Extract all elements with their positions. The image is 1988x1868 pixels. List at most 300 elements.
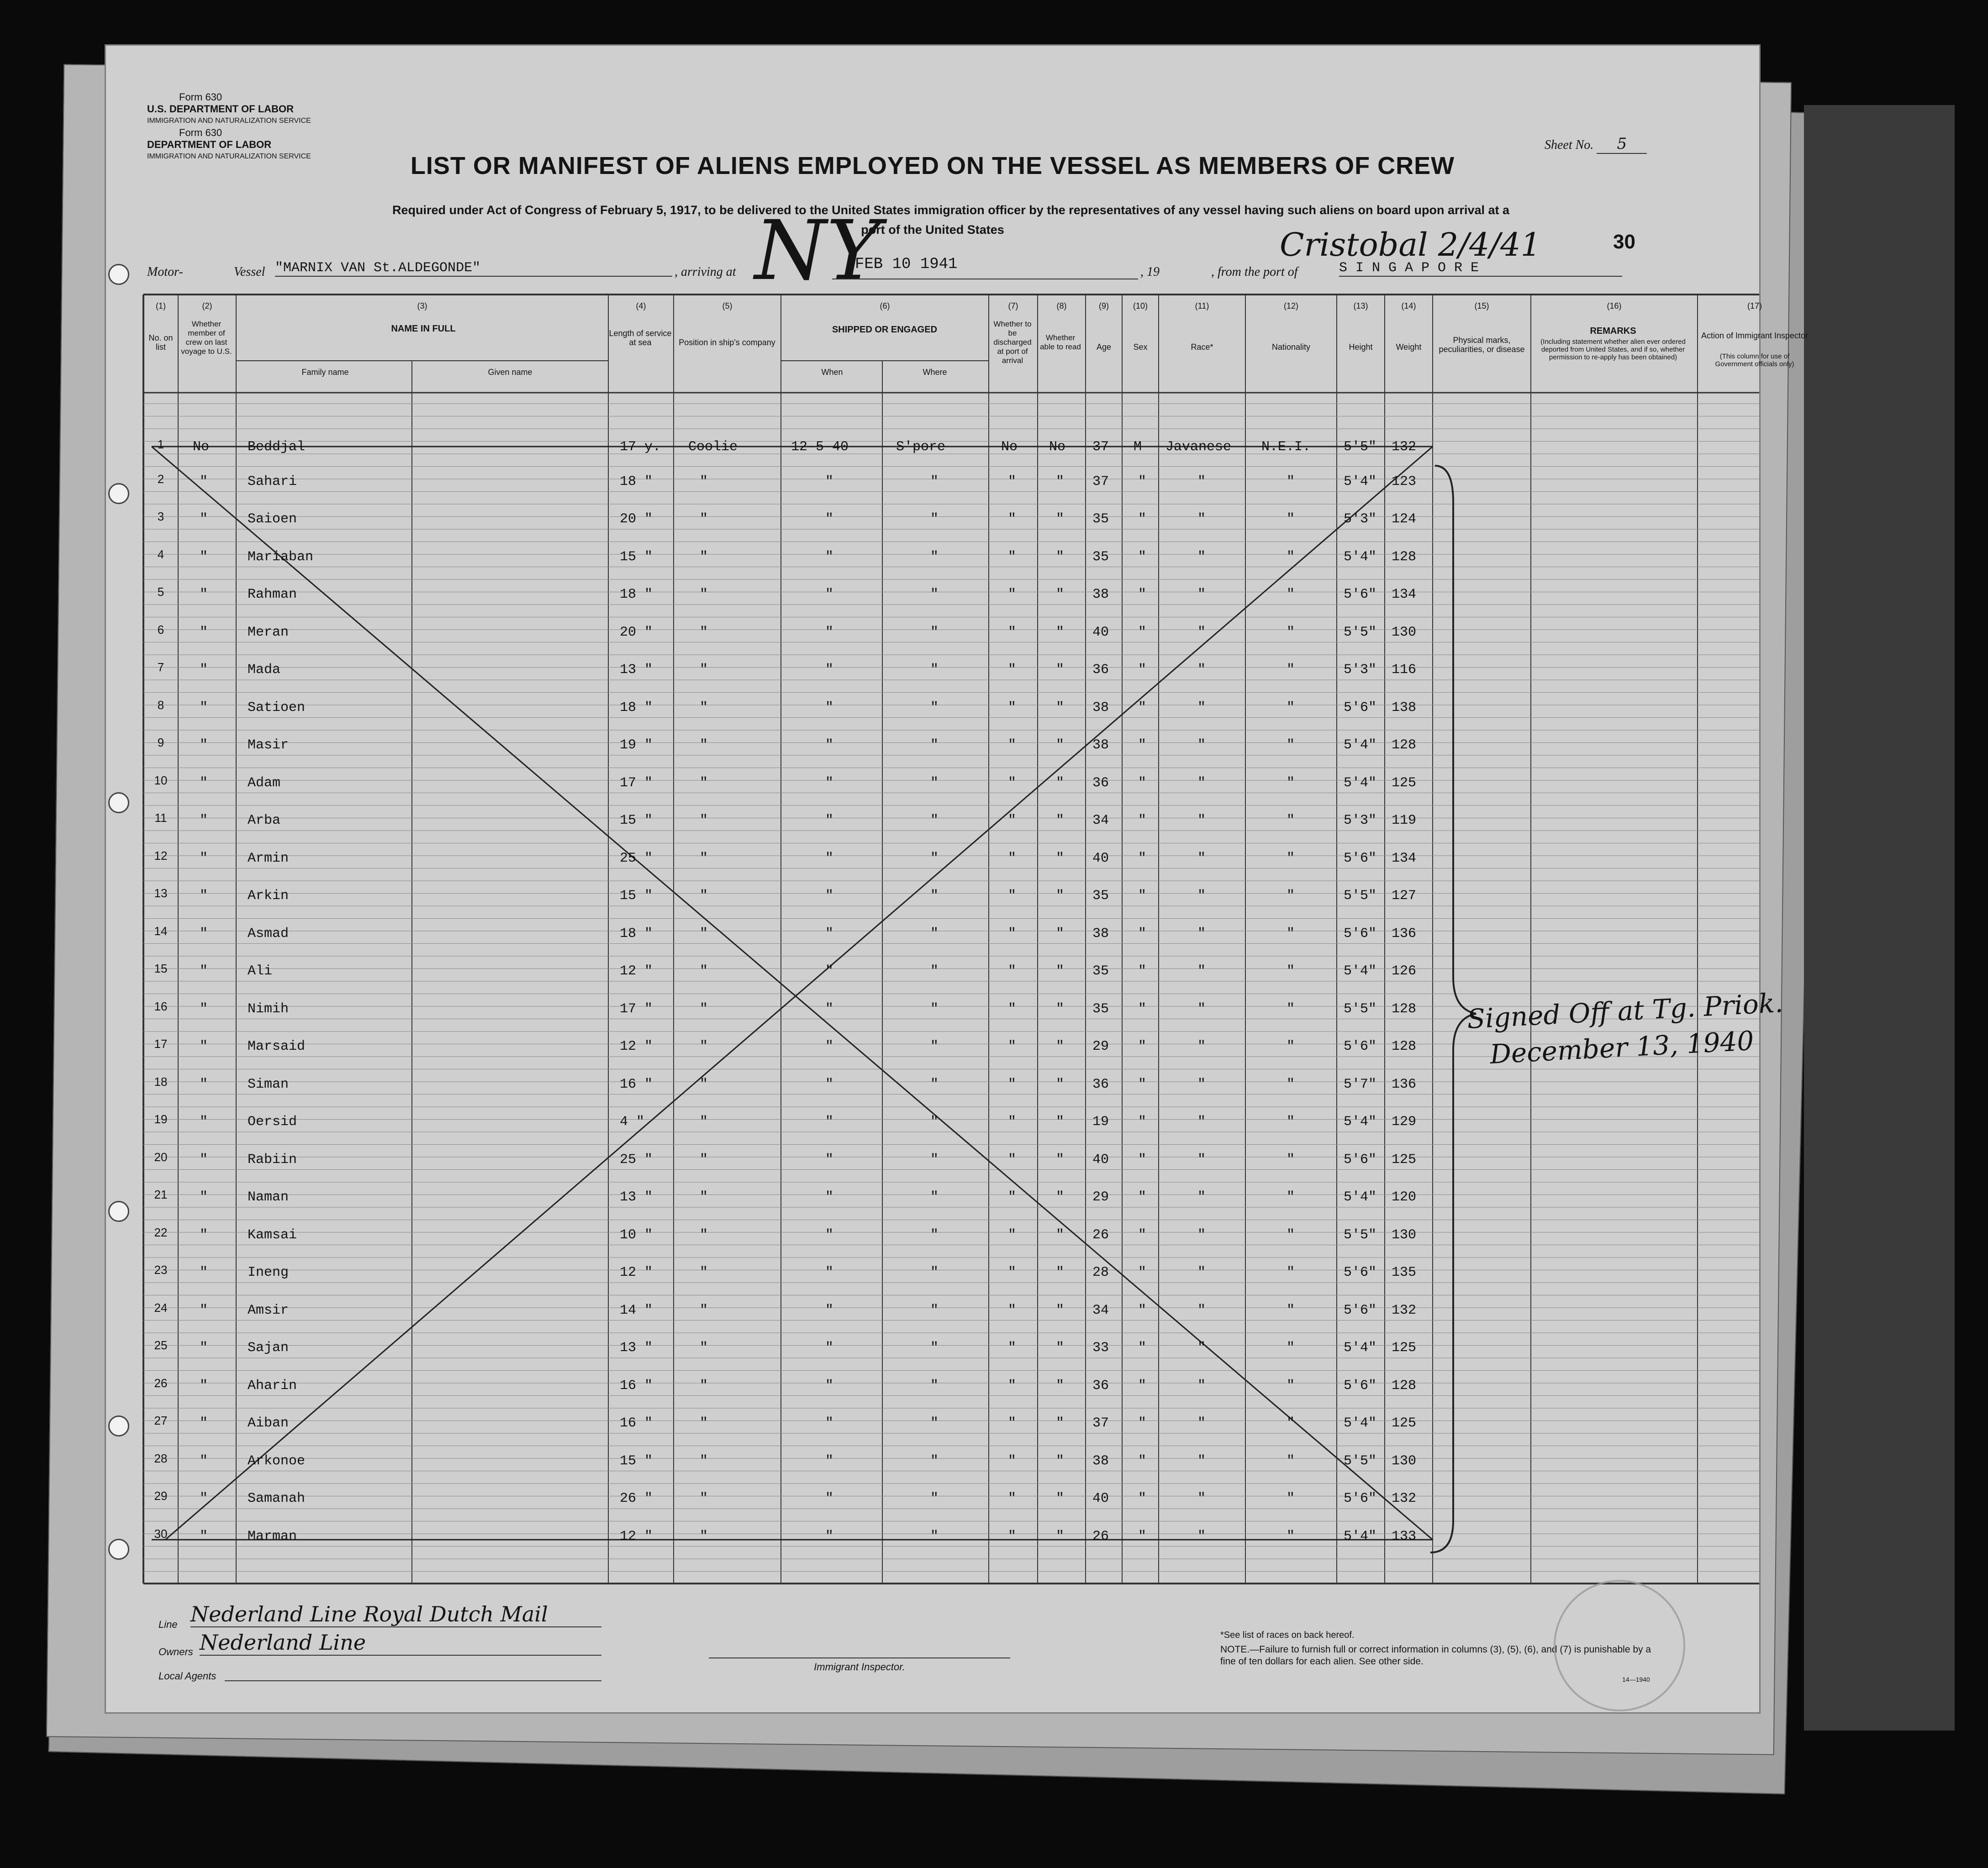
age: 36 — [1092, 662, 1109, 678]
family-name: Ali — [248, 963, 273, 979]
discharged-ditto: " — [1008, 1415, 1017, 1431]
sheet-value: 5 — [1597, 135, 1647, 154]
row-number: 16 — [154, 999, 168, 1013]
nationality-ditto: " — [1287, 1302, 1295, 1318]
column-number: (11) — [1195, 301, 1209, 310]
vessel-name: "MARNIX VAN St.ALDEGONDE" — [275, 260, 672, 277]
row-number: 30 — [154, 1526, 168, 1541]
length-of-service: 13 " — [620, 1340, 653, 1356]
race-ditto: " — [1197, 1076, 1206, 1092]
age: 33 — [1092, 1340, 1109, 1356]
family-name: Marman — [248, 1528, 297, 1544]
weight: 125 — [1392, 775, 1417, 791]
column-number: (17) — [1747, 301, 1762, 310]
age: 37 — [1092, 1415, 1109, 1431]
discharged-ditto: " — [1008, 737, 1017, 753]
able-to-read-ditto: " — [1056, 1001, 1065, 1017]
length-of-service: 25 " — [620, 850, 653, 866]
handwritten-arrival-port: NY — [754, 203, 881, 299]
able-to-read-ditto: " — [1056, 700, 1065, 716]
shipped-when-ditto: " — [825, 587, 834, 602]
column-number: (4) — [636, 301, 646, 310]
age: 38 — [1092, 737, 1109, 753]
row-number: 3 — [157, 510, 164, 523]
height: 5'6" — [1344, 1152, 1377, 1168]
age: 38 — [1092, 587, 1109, 602]
height: 5'6" — [1344, 926, 1377, 942]
length-of-service: 15 " — [620, 813, 653, 828]
official-seal-stamp — [1554, 1580, 1685, 1711]
shipped-when-ditto: " — [825, 1491, 834, 1506]
height: 5'4" — [1344, 474, 1377, 489]
able-to-read-ditto: " — [1056, 1152, 1065, 1168]
age: 40 — [1092, 1152, 1109, 1168]
row-number: 24 — [154, 1300, 168, 1315]
weight: 134 — [1392, 587, 1417, 602]
row-number: 18 — [154, 1074, 168, 1089]
family-name: Mariaban — [248, 549, 314, 565]
age: 38 — [1092, 700, 1109, 716]
sex-ditto: " — [1138, 926, 1147, 942]
previous-voyage-ditto: " — [200, 1453, 208, 1469]
position-ditto: " — [700, 1415, 708, 1431]
position-ditto: " — [700, 587, 708, 602]
col-header-family-name: Family name — [301, 368, 349, 377]
race-ditto: " — [1197, 1415, 1206, 1431]
row-number: 7 — [157, 660, 164, 674]
nationality-ditto: " — [1287, 775, 1295, 791]
race-ditto: " — [1197, 511, 1206, 527]
sex-ditto: " — [1138, 850, 1147, 866]
family-name: Kamsai — [248, 1227, 297, 1243]
previous-voyage-ditto: " — [200, 888, 208, 904]
able-to-read-ditto: " — [1056, 1415, 1065, 1431]
family-name: Meran — [248, 624, 289, 640]
family-name: Samanah — [248, 1491, 306, 1506]
col-header-sex: Sex — [1133, 342, 1148, 352]
family-name: Beddjal — [248, 439, 306, 455]
race: Javanese — [1165, 439, 1232, 455]
sex-ditto: " — [1138, 1491, 1147, 1506]
age: 26 — [1092, 1528, 1109, 1544]
column-number: (7) — [1008, 301, 1018, 310]
shipped-where-ditto: " — [930, 1265, 939, 1280]
from-port-label: , from the port of — [1211, 265, 1298, 279]
able-to-read-ditto: " — [1056, 1039, 1065, 1054]
position-ditto: " — [700, 1076, 708, 1092]
able-to-read-ditto: " — [1056, 1378, 1065, 1394]
length-of-service: 20 " — [620, 624, 653, 640]
form-number: Form 630 — [179, 91, 222, 103]
column-number: (14) — [1401, 301, 1416, 310]
penalty-note: NOTE.—Failure to furnish full or correct information in columns (3), (5), (6), and (7) is punishable by a fine of ten dollars for each alien. See other side. — [1220, 1644, 1651, 1667]
family-name: Rabiin — [248, 1152, 297, 1168]
row-number: 26 — [154, 1376, 168, 1390]
weight: 135 — [1392, 1265, 1417, 1280]
nationality-ditto: " — [1287, 1227, 1295, 1243]
race-ditto: " — [1197, 624, 1206, 640]
height: 5'4" — [1344, 737, 1377, 753]
shipped-when-ditto: " — [825, 926, 834, 942]
previous-voyage-ditto: " — [200, 1001, 208, 1017]
sex-ditto: " — [1138, 700, 1147, 716]
age: 35 — [1092, 549, 1109, 565]
row-number: 11 — [154, 811, 167, 825]
weight: 138 — [1392, 700, 1417, 716]
page-title: LIST OR MANIFEST OF ALIENS EMPLOYED ON THE VESSEL AS MEMBERS OF CREW — [410, 152, 1455, 179]
height: 5'3" — [1344, 813, 1377, 828]
sex-ditto: " — [1138, 963, 1147, 979]
col-header-when: When — [821, 368, 843, 377]
family-name: Aiban — [248, 1415, 289, 1431]
col-header-service: Length of service at sea — [609, 329, 672, 347]
col-header-nationality: Nationality — [1271, 342, 1311, 352]
height: 5'4" — [1344, 1340, 1377, 1356]
race-ditto: " — [1197, 474, 1206, 489]
nationality-ditto: " — [1287, 888, 1295, 904]
shipped-when-ditto: " — [825, 549, 834, 565]
form-number: Form 630 — [179, 127, 222, 138]
position-ditto: " — [700, 737, 708, 753]
position-ditto: " — [700, 926, 708, 942]
race-ditto: " — [1197, 1039, 1206, 1054]
discharged-ditto: " — [1008, 1076, 1017, 1092]
line-label: Line — [158, 1619, 178, 1630]
row-number: 22 — [154, 1225, 168, 1239]
family-name: Asmad — [248, 926, 289, 942]
sex-ditto: " — [1138, 549, 1147, 565]
col-header-remarks-note: (Including statement whether alien ever ordered deported from United States, and if so, whether permission to re-apply has been obtained) — [1540, 338, 1686, 361]
owners-value: Nederland Line — [200, 1630, 601, 1656]
length-of-service: 17 y. — [620, 439, 661, 455]
able-to-read-ditto: " — [1056, 1114, 1065, 1130]
shipped-when-ditto: " — [825, 813, 834, 828]
discharged-ditto: " — [1008, 963, 1017, 979]
height: 5'4" — [1344, 775, 1377, 791]
length-of-service: 12 " — [620, 1039, 653, 1054]
nationality-ditto: " — [1287, 1378, 1295, 1394]
age: 38 — [1092, 926, 1109, 942]
shipped-where-ditto: " — [930, 1302, 939, 1318]
length-of-service: 12 " — [620, 1528, 653, 1544]
weight: 130 — [1392, 1227, 1417, 1243]
height: 5'6" — [1344, 850, 1377, 866]
height: 5'4" — [1344, 1189, 1377, 1205]
weight: 125 — [1392, 1340, 1417, 1356]
family-name: Sajan — [248, 1340, 289, 1356]
position-ditto: " — [700, 474, 708, 489]
age: 29 — [1092, 1039, 1109, 1054]
service-name: IMMIGRATION AND NATURALIZATION SERVICE — [147, 117, 311, 125]
shipped-where-ditto: " — [930, 1189, 939, 1205]
race-ditto: " — [1197, 1265, 1206, 1280]
able-to-read: No — [1049, 439, 1066, 455]
able-to-read-ditto: " — [1056, 1528, 1065, 1544]
row-number: 14 — [154, 924, 168, 938]
race-ditto: " — [1197, 1340, 1206, 1356]
length-of-service: 16 " — [620, 1076, 653, 1092]
age: 34 — [1092, 1302, 1109, 1318]
previous-voyage-ditto: " — [200, 1378, 208, 1394]
family-name: Adam — [248, 775, 281, 791]
nationality-ditto: " — [1287, 963, 1295, 979]
position-ditto: " — [700, 850, 708, 866]
col-header-no: No. on list — [148, 333, 173, 352]
weight: 124 — [1392, 511, 1417, 527]
race-ditto: " — [1197, 549, 1206, 565]
discharged-ditto: " — [1008, 1227, 1017, 1243]
sex-ditto: " — [1138, 1227, 1147, 1243]
length-of-service: 19 " — [620, 737, 653, 753]
height: 5'5" — [1344, 439, 1377, 455]
height: 5'5" — [1344, 624, 1377, 640]
weight: 116 — [1392, 662, 1417, 678]
weight: 136 — [1392, 1076, 1417, 1092]
shipped-when-ditto: " — [825, 624, 834, 640]
age: 36 — [1092, 775, 1109, 791]
age: 35 — [1092, 511, 1109, 527]
height: 5'6" — [1344, 1491, 1377, 1506]
sex-ditto: " — [1138, 1528, 1147, 1544]
shipped-where-ditto: " — [930, 888, 939, 904]
length-of-service: 26 " — [620, 1491, 653, 1506]
discharged-ditto: " — [1008, 474, 1017, 489]
weight: 130 — [1392, 1453, 1417, 1469]
shipped-where: S'pore — [896, 439, 946, 455]
previous-voyage-ditto: " — [200, 549, 208, 565]
race-ditto: " — [1197, 1001, 1206, 1017]
weight: 123 — [1392, 474, 1417, 489]
race-ditto: " — [1197, 1302, 1206, 1318]
length-of-service: 15 " — [620, 549, 653, 565]
column-number: (5) — [722, 301, 733, 310]
cross-out-diagonal — [165, 447, 1433, 1540]
position-ditto: " — [700, 1302, 708, 1318]
previous-voyage-ditto: " — [200, 1189, 208, 1205]
year-label: , 19 — [1140, 265, 1160, 279]
shipped-when-ditto: " — [825, 1302, 834, 1318]
height: 5'4" — [1344, 549, 1377, 565]
weight: 119 — [1392, 813, 1417, 828]
column-number: (15) — [1474, 301, 1489, 310]
page-subtitle-2: port of the United States — [861, 223, 1004, 237]
sex-ditto: " — [1138, 1189, 1147, 1205]
col-header-age: Age — [1096, 342, 1112, 352]
shipped-where-ditto: " — [930, 1001, 939, 1017]
age: 36 — [1092, 1378, 1109, 1394]
shipped-when-ditto: " — [825, 474, 834, 489]
nationality-ditto: " — [1287, 624, 1295, 640]
weight: 128 — [1392, 549, 1417, 565]
shipped-where-ditto: " — [930, 813, 939, 828]
previous-voyage-ditto: " — [200, 737, 208, 753]
height: 5'6" — [1344, 1302, 1377, 1318]
cross-out-diagonal — [152, 447, 1433, 1540]
sex-ditto: " — [1138, 1076, 1147, 1092]
department-name: U.S. DEPARTMENT OF LABOR — [147, 103, 294, 115]
page-subtitle: Required under Act of Congress of February 5, 1917, to be delivered to the United States immigration officer by the representatives of any vessel having such aliens on board upon arrival at a — [392, 203, 1510, 217]
previous-voyage-ditto: " — [200, 474, 208, 489]
height: 5'3" — [1344, 662, 1377, 678]
discharged-ditto: " — [1008, 624, 1017, 640]
shipped-when-ditto: " — [825, 963, 834, 979]
col-header-shipped: SHIPPED OR ENGAGED — [832, 325, 938, 335]
arriving-label: , arriving at — [675, 265, 736, 279]
able-to-read-ditto: " — [1056, 511, 1065, 527]
age: 37 — [1092, 439, 1109, 455]
discharged-ditto: " — [1008, 1302, 1017, 1318]
age: 35 — [1092, 888, 1109, 904]
previous-voyage-ditto: " — [200, 511, 208, 527]
family-name: Arba — [248, 813, 281, 828]
family-name: Rahman — [248, 587, 297, 602]
weight: 128 — [1392, 1378, 1417, 1394]
from-port-name: S I N G A P O R E — [1339, 260, 1622, 277]
remarks-handwritten-line-2: December 13, 1940 — [1489, 1025, 1755, 1070]
able-to-read-ditto: " — [1056, 1453, 1065, 1469]
row-number: 19 — [154, 1112, 168, 1126]
col-header-height: Height — [1349, 342, 1373, 352]
row-number: 6 — [157, 622, 164, 637]
position-ditto: " — [700, 1378, 708, 1394]
height: 5'5" — [1344, 1453, 1377, 1469]
column-number: (3) — [417, 301, 427, 310]
previous-voyage-ditto: " — [200, 1039, 208, 1054]
height: 5'5" — [1344, 1227, 1377, 1243]
discharged-ditto: " — [1008, 1491, 1017, 1506]
sex-ditto: " — [1138, 813, 1147, 828]
discharged-ditto: " — [1008, 1001, 1017, 1017]
col-header-given-name: Given name — [488, 368, 533, 377]
race-ditto: " — [1197, 963, 1206, 979]
age: 35 — [1092, 963, 1109, 979]
able-to-read-ditto: " — [1056, 926, 1065, 942]
nationality-ditto: " — [1287, 587, 1295, 602]
sex-ditto: " — [1138, 1265, 1147, 1280]
shipped-when-ditto: " — [825, 1076, 834, 1092]
discharged-ditto: " — [1008, 813, 1017, 828]
row-number: 28 — [154, 1451, 168, 1465]
column-number: (10) — [1133, 301, 1148, 310]
nationality-ditto: " — [1287, 662, 1295, 678]
col-header-race: Race* — [1191, 342, 1213, 352]
column-number: (8) — [1056, 301, 1067, 310]
sex-ditto: " — [1138, 1302, 1147, 1318]
previous-voyage-ditto: " — [200, 1227, 208, 1243]
race-ditto: " — [1197, 1453, 1206, 1469]
shipped-where-ditto: " — [930, 474, 939, 489]
length-of-service: 16 " — [620, 1415, 653, 1431]
able-to-read-ditto: " — [1056, 1491, 1065, 1506]
shipped-where-ditto: " — [930, 963, 939, 979]
race-ditto: " — [1197, 1152, 1206, 1168]
sex-ditto: " — [1138, 1415, 1147, 1431]
previous-voyage-ditto: " — [200, 1152, 208, 1168]
row-number: 9 — [157, 736, 164, 749]
weight: 120 — [1392, 1189, 1417, 1205]
shipped-where-ditto: " — [930, 1039, 939, 1054]
local-agents-label: Local Agents — [158, 1670, 216, 1682]
able-to-read-ditto: " — [1056, 1302, 1065, 1318]
race-ditto: " — [1197, 1189, 1206, 1205]
nationality-ditto: " — [1287, 1415, 1295, 1431]
able-to-read-ditto: " — [1056, 1076, 1065, 1092]
length-of-service: 15 " — [620, 1453, 653, 1469]
discharged-ditto: " — [1008, 549, 1017, 565]
previous-voyage-ditto: " — [200, 926, 208, 942]
shipped-when-ditto: " — [825, 511, 834, 527]
row-number: 12 — [154, 848, 168, 863]
sex-ditto: " — [1138, 1340, 1147, 1356]
shipped-where-ditto: " — [930, 1076, 939, 1092]
family-name: Arkin — [248, 888, 289, 904]
nationality: N.E.I. — [1261, 439, 1311, 455]
family-name: Masir — [248, 737, 289, 753]
sex: M — [1134, 439, 1142, 455]
shipped-where-ditto: " — [930, 1453, 939, 1469]
col-header-discharged: Whether to be discharged at port of arrival — [993, 320, 1032, 365]
previous-voyage-ditto: " — [200, 1340, 208, 1356]
family-name: Armin — [248, 850, 289, 866]
dark-margin-strip — [1804, 105, 1955, 1731]
column-number: (16) — [1607, 301, 1622, 310]
row-number: 2 — [157, 472, 164, 486]
race-ditto: " — [1197, 926, 1206, 942]
shipped-when-ditto: " — [825, 1528, 834, 1544]
nationality-ditto: " — [1287, 1114, 1295, 1130]
row-number: 27 — [154, 1414, 168, 1427]
column-number: (6) — [880, 301, 890, 310]
print-code: 14—1940 — [1622, 1676, 1650, 1683]
previous-voyage-ditto: " — [200, 700, 208, 716]
discharged-ditto: " — [1008, 1528, 1017, 1544]
sex-ditto: " — [1138, 1039, 1147, 1054]
race-ditto: " — [1197, 1491, 1206, 1506]
height: 5'5" — [1344, 1001, 1377, 1017]
nationality-ditto: " — [1287, 1265, 1295, 1280]
weight: 126 — [1392, 963, 1417, 979]
position-ditto: " — [700, 1001, 708, 1017]
column-number: (2) — [202, 301, 212, 310]
sex-ditto: " — [1138, 1453, 1147, 1469]
able-to-read-ditto: " — [1056, 888, 1065, 904]
shipped-where-ditto: " — [930, 624, 939, 640]
row-number: 15 — [154, 962, 168, 975]
weight: 128 — [1392, 1039, 1417, 1054]
position-ditto: " — [700, 511, 708, 527]
col-header-previous-voyage: Whether member of crew on last voyage to U.S. — [181, 320, 232, 356]
height: 5'5" — [1344, 888, 1377, 904]
position-ditto: " — [700, 1265, 708, 1280]
position-ditto: " — [700, 813, 708, 828]
discharged-ditto: " — [1008, 662, 1017, 678]
height: 5'4" — [1344, 1528, 1377, 1544]
length-of-service: 20 " — [620, 511, 653, 527]
motor-label: Motor- — [147, 265, 183, 279]
handwritten-port-note: Cristobal 2/4/41 — [1280, 226, 1541, 263]
age: 28 — [1092, 1265, 1109, 1280]
race-ditto: " — [1197, 813, 1206, 828]
length-of-service: 10 " — [620, 1227, 653, 1243]
weight: 127 — [1392, 888, 1417, 904]
able-to-read-ditto: " — [1056, 737, 1065, 753]
weight: 125 — [1392, 1152, 1417, 1168]
previous-voyage-ditto: " — [200, 1265, 208, 1280]
row-number: 10 — [154, 773, 168, 787]
age: 40 — [1092, 624, 1109, 640]
shipped-where-ditto: " — [930, 549, 939, 565]
sex-ditto: " — [1138, 1378, 1147, 1394]
